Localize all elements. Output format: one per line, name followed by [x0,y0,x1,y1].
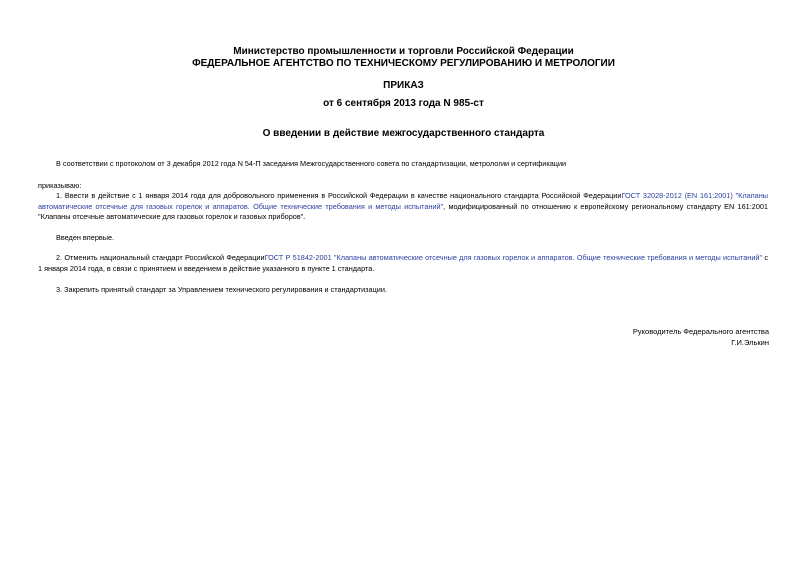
introduced-note: Введен впервые. [56,233,115,242]
order-subject: О введении в действие межгосударственного стандарта [262,128,545,139]
item-3-paragraph: 3. Закрепить принятый стандарт за Управлением технического регулирования и стандартизации. [56,285,387,294]
item-1-text-after: , модифицированный по отношению к европейскому региональному стандарту EN 161:2001 "Клапаны отсечные автоматические для газовых горелок и газовых приборов". [38,201,768,221]
ministry-title: Министерство промышленности и торговли Российской Федерации [233,46,574,57]
gost-r-51842-link[interactable]: ГОСТ Р 51842-2001 "Клапаны автоматические отсечные для газовых горелок и аппаратов. Общие технические требования и методы испытаний" [264,253,763,262]
order-word: приказываю: [38,181,82,190]
signature-name: Г.И.Элькин [731,338,769,347]
agency-title: ФЕДЕРАЛЬНОЕ АГЕНТСТВО ПО ТЕХНИЧЕСКОМУ РЕГУЛИРОВАНИЮ И МЕТРОЛОГИИ [192,58,615,69]
item-2-paragraph [38,253,768,274]
item-2-text: 2. Отменить национальный стандарт Российской Федерации [56,253,265,262]
order-heading: ПРИКАЗ [383,80,424,91]
item-2-text-after: с 1 января 2014 года, в связи с принятием и введением в действие указанного в пункте 1 стандарта. [38,253,768,273]
order-date: от 6 сентября 2013 года N 985-ст [323,98,484,109]
item-1-paragraph [38,191,768,223]
gost-32028-link[interactable]: ГОСТ 32028-2012 (EN 161:2001) "Клапаны автоматические отсечные для газовых горелок и аппаратов. Общие технические требования и методы испытаний" [38,191,769,211]
item-1-text: 1. Ввести в действие с 1 января 2014 года для добровольного применения в Российской Федерации в качестве национального стандарта Российской Федерации [56,191,622,200]
preamble-paragraph: В соответствии с протоколом от 3 декабря 2012 года N 54-П заседания Межгосударственного совета по стандартизации, метрологии и сертификации [56,159,567,168]
signature-position: Руководитель Федерального агентства [632,327,769,336]
